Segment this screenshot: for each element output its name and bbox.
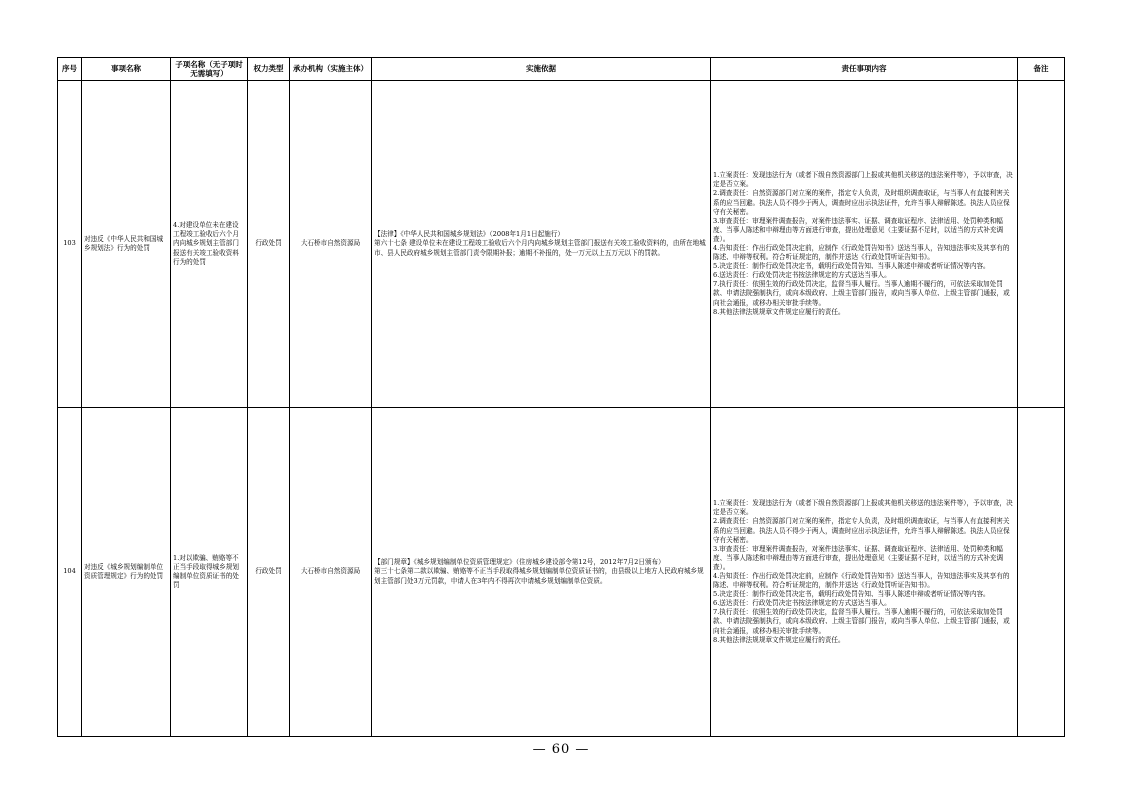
header-seq: 序号 [58, 58, 82, 81]
resp-line: 3.审查责任：审理案件调查报告，对案件违法事实、证据、调查取证程序、法律适用、处罚种类和幅度、当事人陈述和申辩理由等方面进行审查，提出处理意见（主要证据不足时，以适当的方式补充调查）。 [713, 544, 1004, 571]
row-basis [372, 81, 711, 408]
row-responsibility [711, 81, 1018, 408]
basis-text: 第六十七条 建设单位未在建设工程竣工验收后六个月内向城乡规划主管部门报送有关竣工验收资料的，由所在地城市、县人民政府城乡规划主管部门责令限期补报；逾期不补报的，处一万元以上五万元以下的罚款。 [374, 239, 706, 257]
row-subitem: 1.对以欺骗、贿赂等不正当手段取得城乡规划编制单位资质证书的处罚 [171, 408, 248, 737]
resp-line: 2.调查责任：自然资源部门对立案的案件，指定专人负责，及时组织调查取证，与当事人有直接利害关系的应当回避。执法人员不得少于两人，调查时应出示执法证件，允许当事人辩解陈述。执法人员应保守有关秘密。 [713, 189, 1010, 216]
header-basis: 实施依据 [372, 58, 711, 81]
resp-line: 4.告知责任：作出行政处罚决定前，应制作《行政处罚告知书》送达当事人，告知违法事实及其享有的陈述、申辩等权利。符合听证规定的，制作并送达《行政处罚听证告知书》。 [713, 244, 1010, 262]
resp-line: 5.决定责任：制作行政处罚决定书，载明行政处罚告知、当事人陈述申辩或者听证情况等内容。 [713, 262, 990, 271]
basis-title: 【部门规章】《城乡规划编制单位资质管理规定》（住房城乡建设部令第12号，2012年7月2日颁布） [374, 558, 665, 567]
row-basis [372, 408, 711, 737]
resp-line: 3.审查责任：审理案件调查报告，对案件违法事实、证据、调查取证程序、法律适用、处罚种类和幅度、当事人陈述和申辩理由等方面进行审查，提出处理意见（主要证据不足时，以适当的方式补充调查）。 [713, 216, 1004, 243]
header-org: 承办机构（实施主体） [290, 58, 372, 81]
row-seq: 104 [58, 408, 82, 737]
resp-line: 2.调查责任：自然资源部门对立案的案件，指定专人负责，及时组织调查取证，与当事人有直接利害关系的应当回避。执法人员不得少于两人，调查时应出示执法证件，允许当事人辩解陈述。执法人员应保守有关秘密。 [713, 517, 1010, 544]
row-subitem: 4.对建设单位未在建设工程竣工验收后六个月内向城乡规划主管部门报送有关竣工验收资料行为的处罚 [171, 81, 248, 408]
row-item: 对违反《城乡规划编制单位资质管理规定》行为的处罚 [82, 408, 171, 737]
resp-line: 6.送达责任：行政处罚决定书按法律规定的方式送达当事人。 [713, 271, 891, 280]
row-item: 对违反《中华人民共和国城乡规划法》行为的处罚 [82, 81, 171, 408]
resp-line: 6.送达责任：行政处罚决定书按法律规定的方式送达当事人。 [713, 599, 891, 608]
table-header-row [58, 58, 1065, 81]
row-org: 大石桥市自然资源局 [290, 81, 372, 408]
header-item: 事项名称 [82, 58, 171, 81]
row-note [1018, 408, 1065, 737]
table-row [58, 408, 1065, 737]
row-org: 大石桥市自然资源局 [290, 408, 372, 737]
header-power-type: 权力类型 [248, 58, 290, 81]
resp-line: 8.其他法律法规规章文件规定应履行的责任。 [713, 635, 845, 644]
resp-line: 7.执行责任：依照生效的行政处罚决定，监督当事人履行。当事人逾期不履行的，可依法采取加处罚款、申请法院强制执行，或向本级政府、上级主管部门报告，或向当事人单位、上级主管部门通报，或向社会通报，或移办相关审批手续等。 [713, 280, 1010, 307]
resp-line: 1.立案责任：发现违法行为（或者下级自然资源部门上报或其他机关移送的违法案件等），予以审查，决定是否立案。 [713, 171, 1013, 189]
row-responsibility [711, 408, 1018, 737]
authority-list-table [57, 57, 1065, 737]
header-note: 备注 [1018, 58, 1065, 81]
basis-title: 【法律】《中华人民共和国城乡规划法》（2008年1月1日起施行） [374, 230, 565, 239]
resp-line: 1.立案责任：发现违法行为（或者下级自然资源部门上报或其他机关移送的违法案件等），予以审查，决定是否立案。 [713, 499, 1013, 517]
header-responsibility: 责任事项内容 [711, 58, 1018, 81]
resp-line: 8.其他法律法规规章文件规定应履行的责任。 [713, 307, 845, 316]
resp-line: 5.决定责任：制作行政处罚决定书，载明行政处罚告知、当事人陈述申辩或者听证情况等内容。 [713, 590, 990, 599]
row-seq: 103 [58, 81, 82, 408]
resp-line: 4.告知责任：作出行政处罚决定前，应制作《行政处罚告知书》送达当事人，告知违法事实及其享有的陈述、申辩等权利。符合听证规定的，制作并送达《行政处罚听证告知书》。 [713, 572, 1010, 590]
header-subitem: 子项名称（无子项时无需填写） [171, 58, 248, 81]
page-number: — 60 — [532, 742, 590, 757]
row-power-type: 行政处罚 [248, 81, 290, 408]
row-power-type: 行政处罚 [248, 408, 290, 737]
table-row [58, 81, 1065, 408]
row-note [1018, 81, 1065, 408]
basis-text: 第三十七条第二款以欺骗、贿赂等不正当手段取得城乡规划编制单位资质证书的，由县级以上地方人民政府城乡规划主管部门处3万元罚款，申请人在3年内不得再次申请城乡规划编制单位资质。 [374, 567, 704, 585]
resp-line: 7.执行责任：依照生效的行政处罚决定，监督当事人履行。当事人逾期不履行的，可依法采取加处罚款、申请法院强制执行，或向本级政府、上级主管部门报告，或向当事人单位、上级主管部门通报，或向社会通报，或移办相关审批手续等。 [713, 608, 1010, 635]
